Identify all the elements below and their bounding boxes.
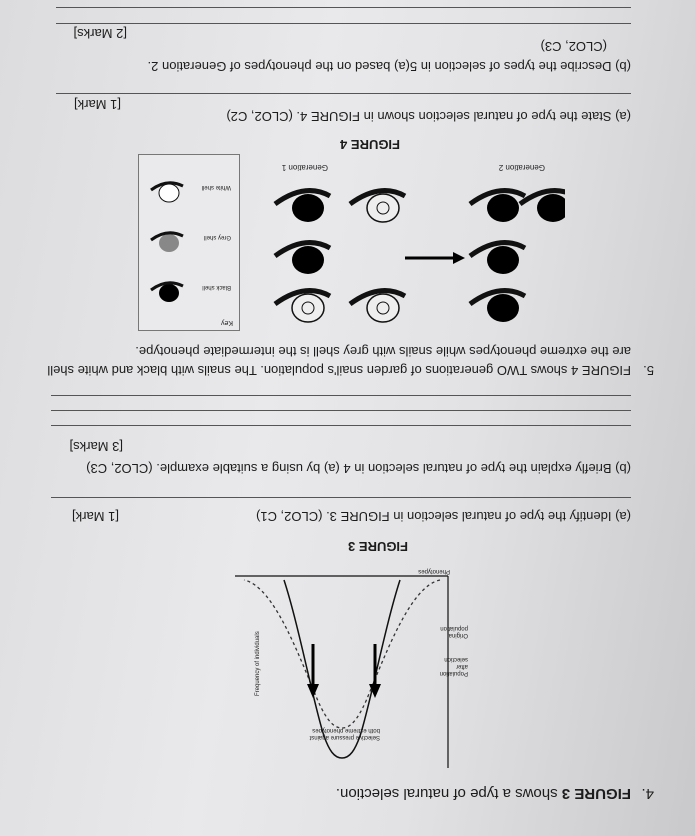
gen1-snail-1 [275, 291, 330, 322]
q5-intro-line-2: are the extreme phenotypes while snails with grey shell is the intermediate phenotype. [135, 344, 631, 359]
q4-intro-text: shows a type of natural selection. [335, 785, 562, 802]
original-population-curve [244, 580, 440, 728]
figure-3-after-label-1: Population [439, 670, 468, 676]
gen1-snail-4 [350, 291, 405, 322]
gen2-snail-3 [470, 191, 525, 222]
key-title: Key [220, 319, 233, 326]
figure-3-original-label-1: Original [447, 632, 468, 638]
right-pressure-arrowhead [307, 684, 319, 698]
gen1-snail-3 [275, 191, 330, 222]
q4-intro [336, 785, 631, 802]
figure-3-after-label-3: selection [444, 656, 468, 662]
q4b-answer-line-2 [51, 410, 631, 411]
q5a-question: (a) State the type of natural selection shown in FIGURE 4. (CLO2, C2) [226, 109, 631, 124]
key-black-label: Black shell [202, 284, 231, 290]
key-white-label: White shell [201, 184, 231, 190]
q4b-answer-line-3 [51, 395, 631, 396]
key-grey-snail-icon [151, 233, 183, 252]
gen1-snail-5 [350, 191, 405, 222]
figure-3-graph [230, 561, 470, 776]
q5b-marks: [2 Marks] [73, 26, 127, 41]
q4b-answer-line-1 [51, 425, 631, 426]
generation-2-label: Generation 2 [498, 163, 545, 172]
q5-number: 5. [643, 363, 654, 378]
q4a-question: (a) Identify the type of natural selection in FIGURE 3. (CLO2, C1) [256, 509, 631, 524]
q4b-marks: [3 Marks] [69, 439, 123, 454]
q5a-answer-line [56, 93, 631, 94]
figure-3-y-label: Frequency of individuals [255, 631, 261, 696]
q4-number: 4. [641, 785, 654, 802]
q4-intro-figref: FIGURE 3 [561, 785, 631, 802]
gen2-snail-2 [470, 243, 525, 274]
gen2-snail-4 [520, 191, 565, 222]
figure-4-caption: FIGURE 4 [340, 137, 400, 152]
generation-1-label: Generation 1 [281, 163, 328, 172]
q5b-question-line-2: (CLO2, C3) [540, 39, 607, 54]
q5a-marks: [1 Mark] [74, 97, 121, 112]
gen1-snail-2 [275, 243, 330, 274]
figure-3-original-label-2: population [440, 625, 468, 631]
generation-arrowhead [453, 252, 465, 264]
figure-3-caption: FIGURE 3 [348, 539, 408, 554]
figure-3-after-label-2: after [455, 663, 468, 669]
key-snail-icons [147, 168, 187, 308]
q5b-answer-line-2 [56, 7, 631, 8]
key-white-snail-icon [151, 183, 183, 202]
q5b-answer-line-1 [56, 23, 631, 24]
gen2-snail-1 [470, 291, 525, 322]
q5b-question-line-1: (b) Describe the types of selection in 5(a) based on the phenotypes of Generation 2. [147, 59, 631, 74]
figure-4-key [138, 154, 240, 331]
figure-4-snails [245, 166, 565, 336]
q4b-question: (b) Briefly explain the type of natural selection in 4 (a) by using a suitable example. (CLO2, C3) [86, 461, 631, 476]
figure-3-arrow-label-2: both extreme phenotypes [312, 727, 380, 733]
q4a-answer-line [51, 497, 631, 498]
figure-3-x-label: Phenotypes [418, 568, 450, 574]
q4a-marks: [1 Mark] [72, 509, 119, 524]
key-grey-label: Grey shell [203, 234, 231, 240]
key-black-snail-icon [151, 283, 183, 302]
figure-3-arrow-label-1: Selective pressure against [309, 734, 380, 740]
q5-intro-line-1: FIGURE 4 shows TWO generations of garden snail's population. The snails with black and white shell [47, 363, 631, 378]
